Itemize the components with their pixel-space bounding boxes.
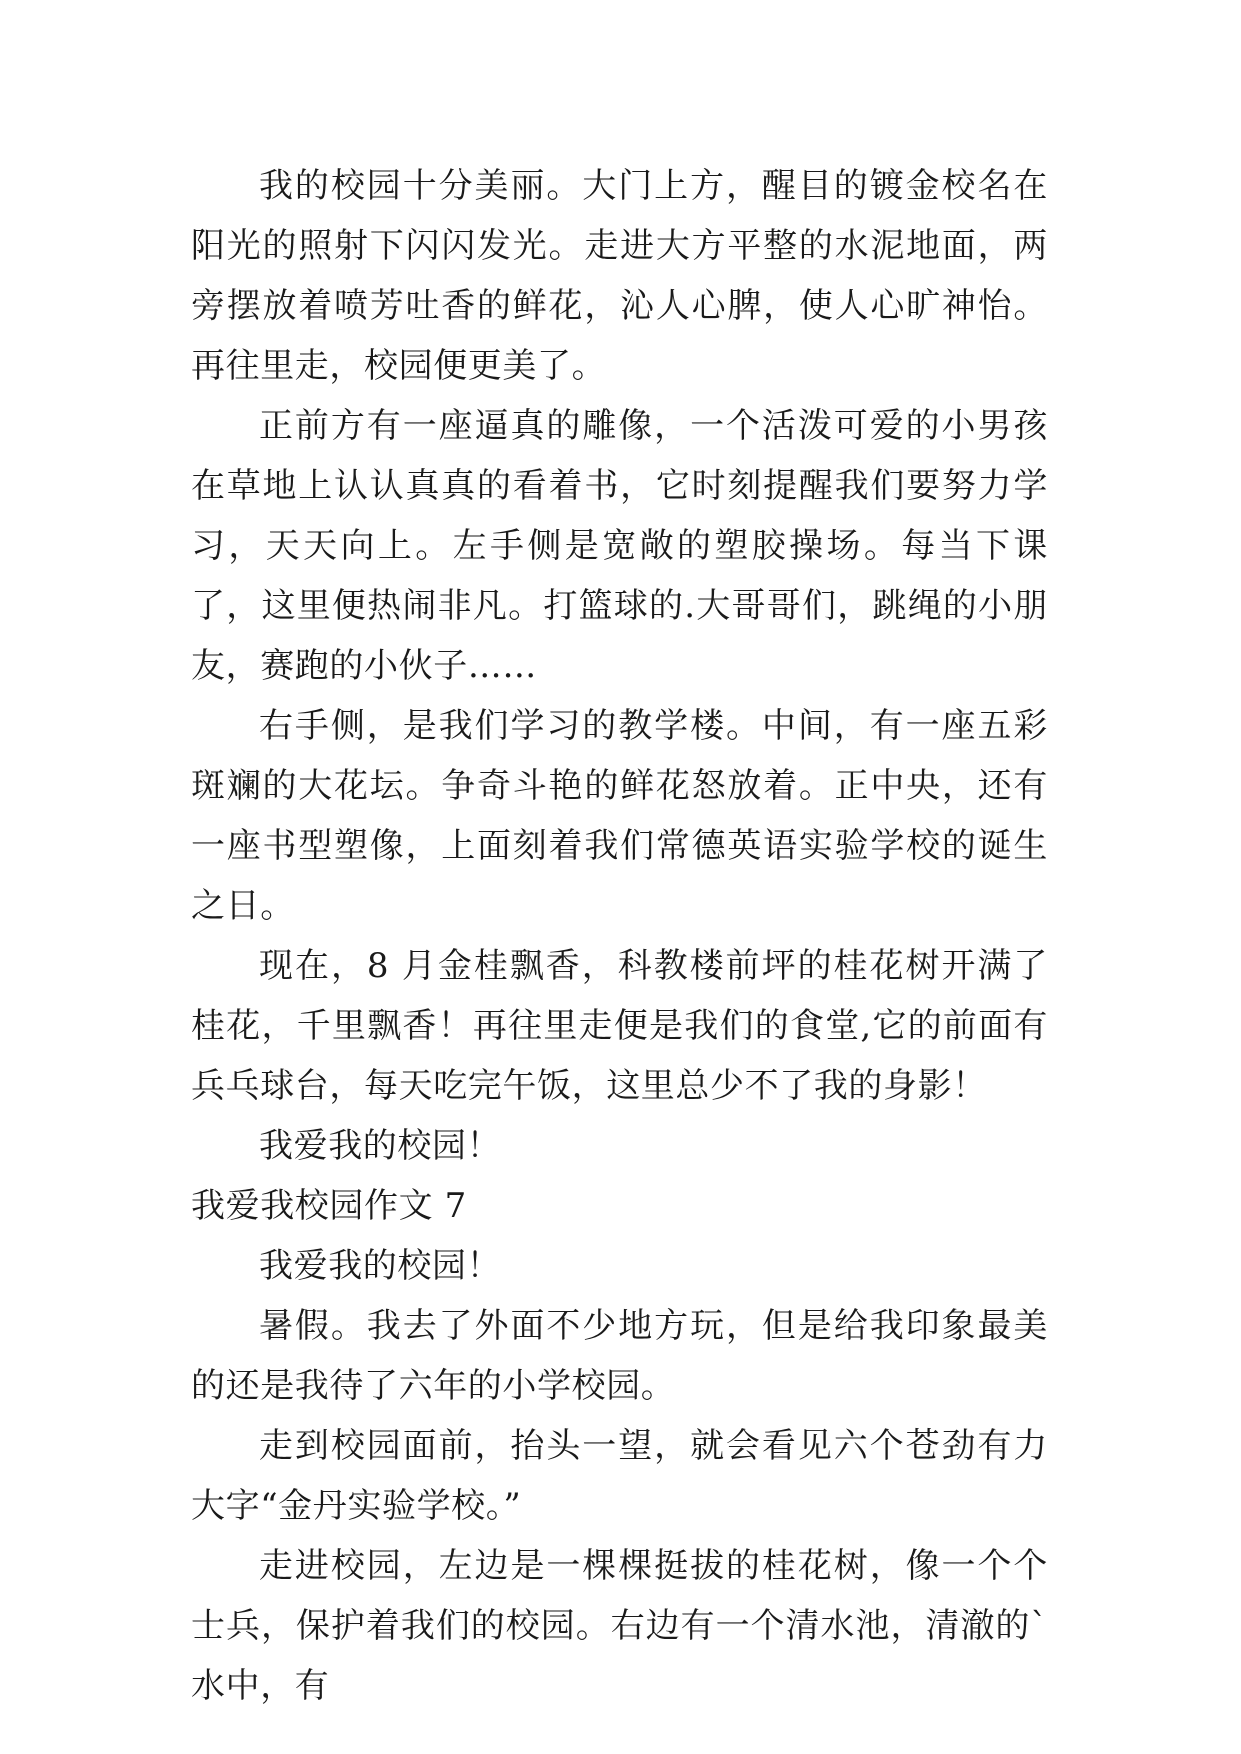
document-body [191, 156, 1048, 1716]
paragraph-teaching-building: 右手侧，是我们学习的教学楼。中间，有一座五彩斑斓的大花坛。争奇斗艳的鲜花怒放着。正中央，还有一座书型塑像，上面刻着我们常德英语实验学校的诞生之日。 [191, 706, 1048, 926]
paragraph-school-name: 走到校园面前，抬头一望，就会看见六个苍劲有力大字“金丹实验学校。” [191, 1426, 1048, 1526]
essay-heading: 我爱我校园作文 7 [191, 1186, 467, 1226]
paragraph-closing-line: 我爱我的校园！ [259, 1126, 502, 1166]
paragraph-summer-vacation: 暑假。我去了外面不少地方玩，但是给我印象最美的还是我待了六年的小学校园。 [191, 1306, 1048, 1406]
paragraph-opening-line: 我爱我的校园！ [259, 1246, 502, 1286]
paragraph-campus-entrance: 我的校园十分美丽。大门上方，醒目的镀金校名在阳光的照射下闪闪发光。走进大方平整的水泥地面，两旁摆放着喷芳吐香的鲜花，沁人心脾，使人心旷神怡。再往里走，校园便更美了。 [191, 166, 1048, 386]
paragraph-statue-playground: 正前方有一座逼真的雕像，一个活泼可爱的小男孩在草地上认认真真的看着书，它时刻提醒我们要努力学习，天天向上。左手侧是宽敞的塑胶操场。每当下课了，这里便热闹非凡。打篮球的.大哥哥们，跳绳的小朋友，赛跑的小伙子…… [191, 406, 1048, 686]
paragraph-osmanthus-canteen: 现在，8 月金桂飘香，科教楼前坪的桂花树开满了桂花，千里飘香！再往里走便是我们的食堂,它的前面有兵乓球台，每天吃完午饭，这里总少不了我的身影！ [191, 946, 1048, 1106]
paragraph-osmanthus-pool: 走进校园，左边是一棵棵挺拔的桂花树，像一个个士兵，保护着我们的校园。右边有一个清水池，清澈的`水中，有 [191, 1546, 1048, 1706]
